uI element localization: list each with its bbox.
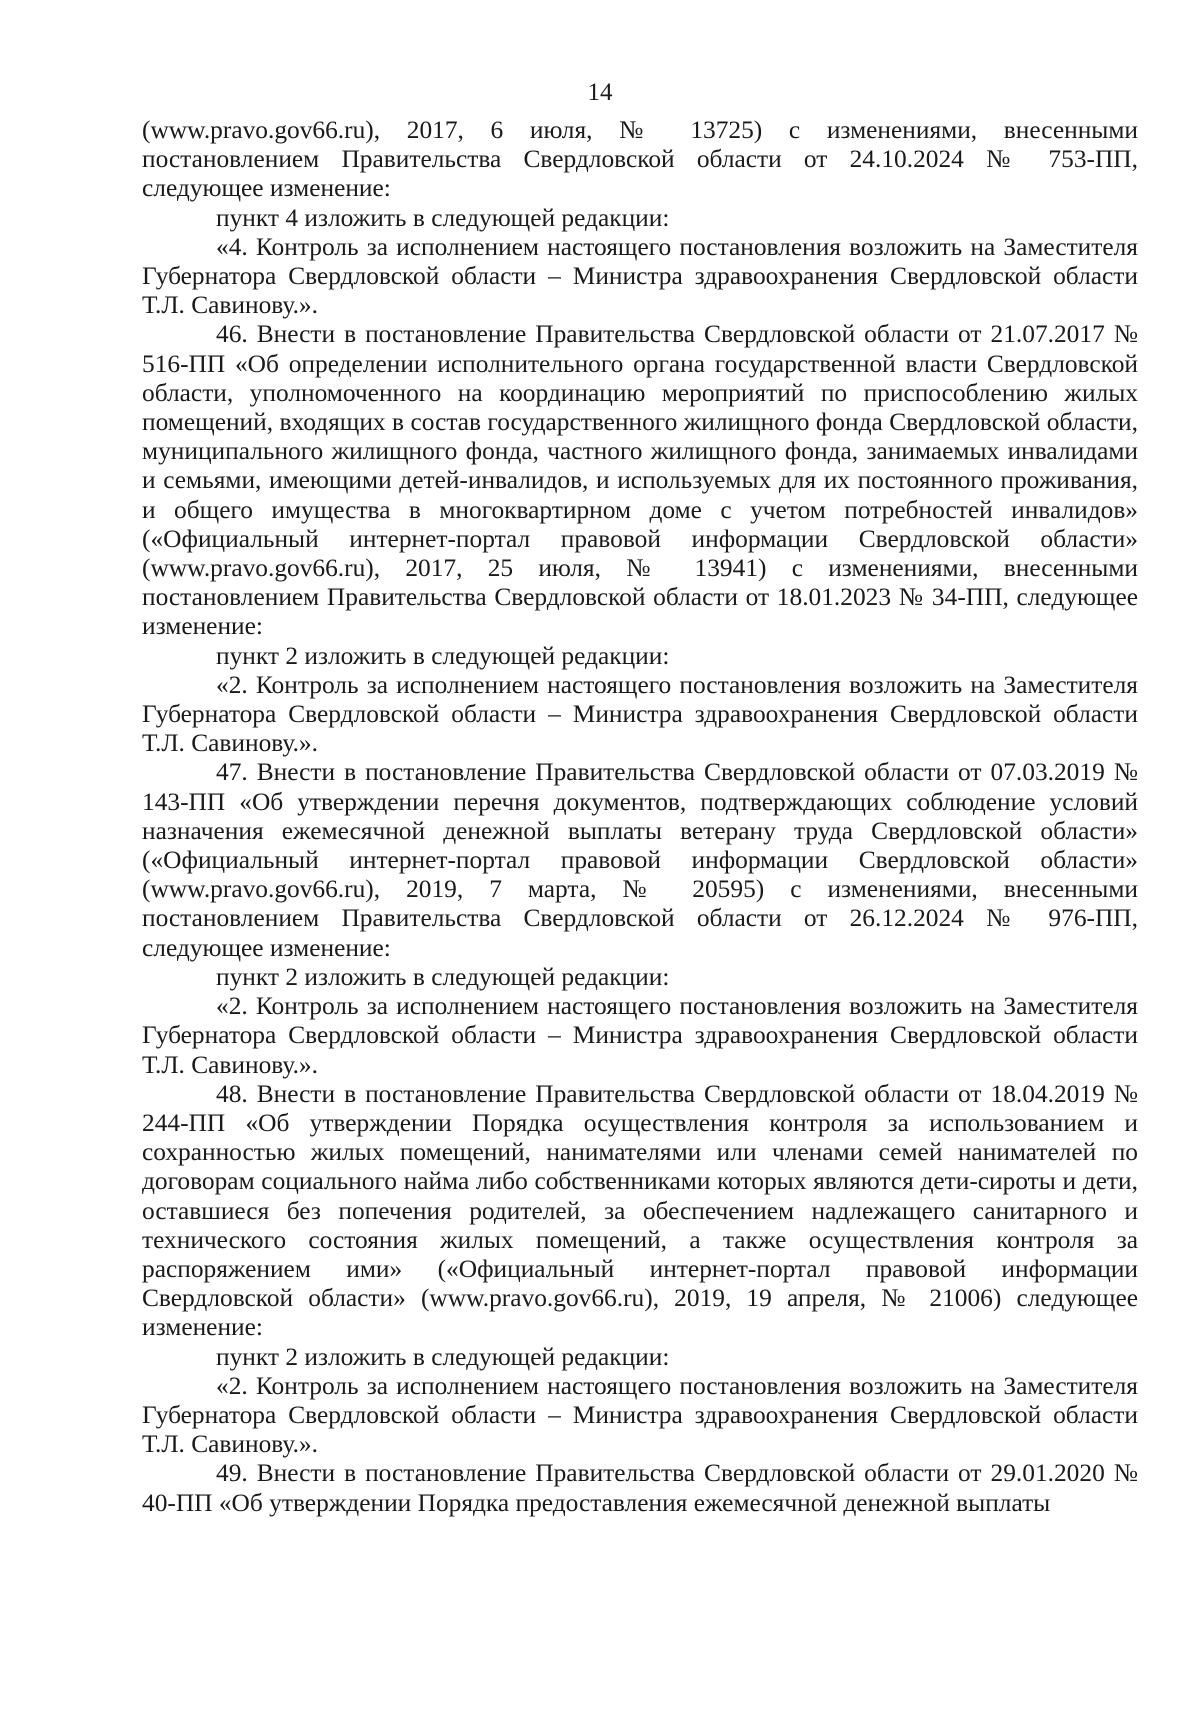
paragraph: 49. Внести в постановление Правительства Свердловской области от 29.01.2020 № 40-ПП «Об утверждении Порядка предоставления ежемесячной денежной выплаты bbox=[142, 1459, 1138, 1517]
page-number: 14 bbox=[587, 79, 613, 106]
paragraph: «2. Контроль за исполнением настоящего постановления возложить на Заместителя Губернатора Свердловской области – Министра здравоохранения Свердловской области Т.Л. Савинову.». bbox=[142, 992, 1138, 1079]
paragraph: «2. Контроль за исполнением настоящего постановления возложить на Заместителя Губернатора Свердловской области – Министра здравоохранения Свердловской области Т.Л. Савинову.». bbox=[142, 670, 1138, 758]
paragraph: 48. Внести в постановление Правительства Свердловской области от 18.04.2019 № 244-ПП «Об утверждении Порядка осуществления контроля за использованием и сохранностью жилых помещений, нанимателями или членами семей нанимателей по договорам социального найма либо собственниками которых являются дети-сироты и дети, оставшиеся без попечения родителей, за обеспечением надлежащего санитарного и технического состояния жилых помещений, а также осуществления контроля за распоряжением ими» («Официальный интернет-портал правовой информации Свердловской области» (www.pravo.gov66.ru), 2019, 19 апреля, № 21006) следующее изменение: bbox=[142, 1079, 1138, 1342]
paragraph: пункт 2 изложить в следующей редакции: bbox=[216, 641, 670, 670]
paragraph: пункт 2 изложить в следующей редакции: bbox=[216, 1342, 670, 1371]
paragraph: пункт 2 изложить в следующей редакции: bbox=[216, 962, 670, 991]
paragraph: пункт 4 изложить в следующей редакции: bbox=[216, 203, 670, 232]
paragraph: «4. Контроль за исполнением настоящего постановления возложить на Заместителя Губернатора Свердловской области – Министра здравоохранения Свердловской области Т.Л. Савинову.». bbox=[142, 232, 1138, 320]
document-body bbox=[142, 116, 1138, 1518]
paragraph: (www.pravo.gov66.ru), 2017, 6 июля, № 13725) с изменениями, внесенными постановлением Правительства Свердловской области от 24.10.2024 № 753-ПП, следующее изменение: bbox=[142, 116, 1138, 203]
paragraph: «2. Контроль за исполнением настоящего постановления возложить на Заместителя Губернатора Свердловской области – Министра здравоохранения Свердловской области Т.Л. Савинову.». bbox=[142, 1371, 1138, 1459]
paragraph: 47. Внести в постановление Правительства Свердловской области от 07.03.2019 № 143-ПП «Об утверждении перечня документов, подтверждающих соблюдение условий назначения ежемесячной денежной выплаты ветерану труда Свердловской области» («Официальный интернет-портал правовой информации Свердловской области» (www.pravo.gov66.ru), 2019, 7 марта, № 20595) с изменениями, внесенными постановлением Правительства Свердловской области от 26.12.2024 № 976-ПП, следующее изменение: bbox=[142, 758, 1138, 962]
paragraph: 46. Внести в постановление Правительства Свердловской области от 21.07.2017 № 516-ПП «Об определении исполнительного органа государственной власти Свердловской области, уполномоченного на координацию мероприятий по приспособлению жилых помещений, входящих в состав государственного жилищного фонда Свердловской области, муниципального жилищного фонда, частного жилищного фонда, занимаемых инвалидами и семьями, имеющими детей-инвалидов, и используемых для их постоянного проживания, и общего имущества в многоквартирном доме с учетом потребностей инвалидов» («Официальный интернет-портал правовой информации Свердловской области» (www.pravo.gov66.ru), 2017, 25 июля, № 13941) с изменениями, внесенными постановлением Правительства Свердловской области от 18.01.2023 № 34-ПП, следующее изменение: bbox=[142, 320, 1138, 641]
